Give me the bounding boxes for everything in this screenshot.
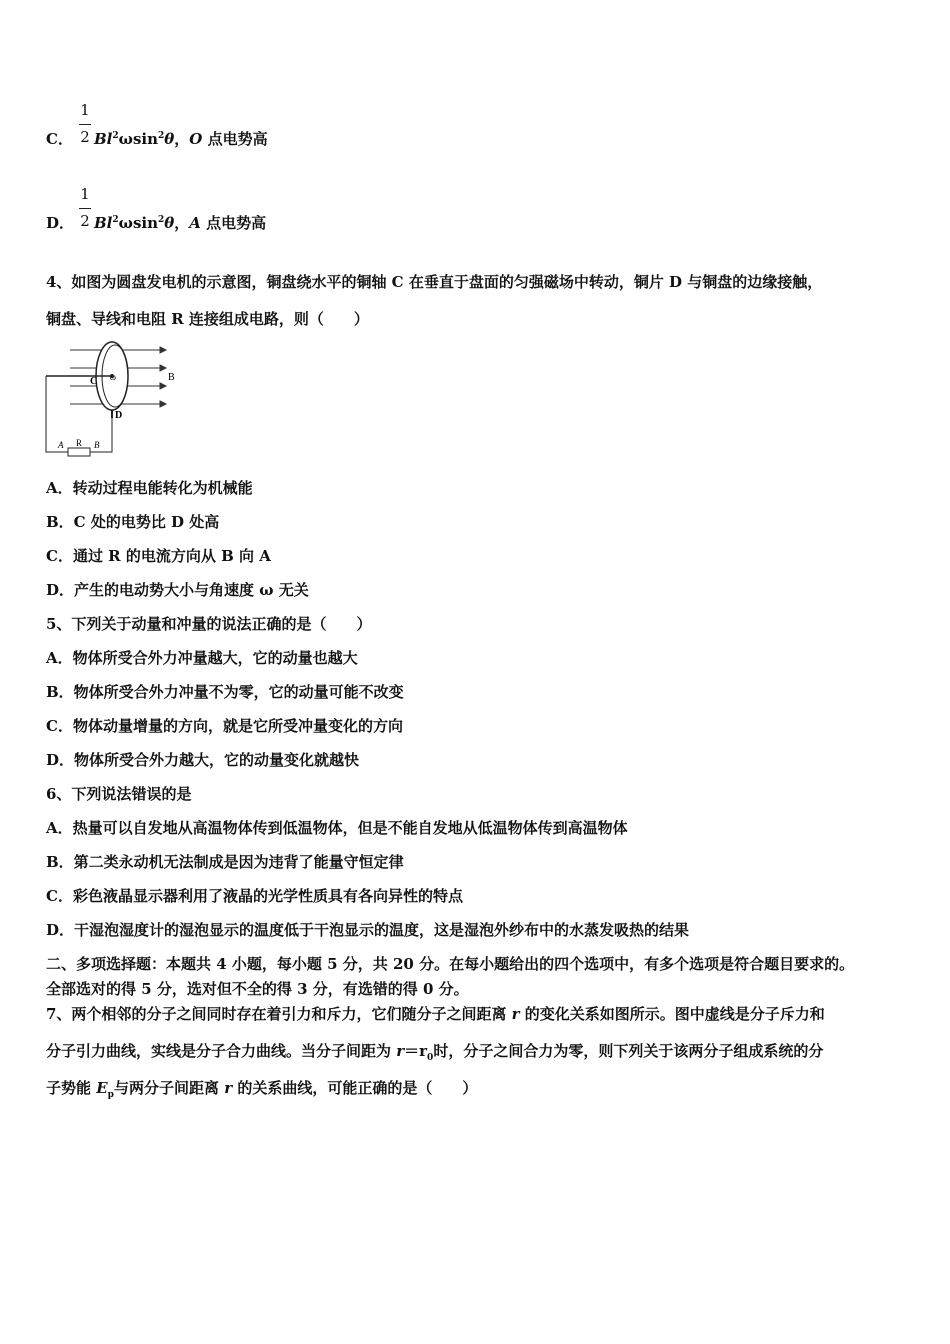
- disk-generator-figure: [40, 338, 190, 462]
- q4-stem-line2: 铜盘、导线和电阻 R 连接组成电路，则（ ）: [46, 310, 369, 328]
- fraction-bar: [79, 208, 91, 209]
- label-omega: ω: [110, 372, 116, 382]
- q6-stem: 6、下列说法错误的是: [46, 785, 192, 803]
- label-a: A: [58, 440, 64, 450]
- label-b-field: B: [168, 372, 175, 383]
- q6-option-d: D．干湿泡湿度计的湿泡显示的温度低于干泡显示的温度，这是湿泡外纱布中的水蒸发吸热的结果: [46, 921, 690, 939]
- q5-option-c: C．物体动量增量的方向，就是它所受冲量变化的方向: [46, 717, 403, 735]
- fraction-bar: [79, 124, 91, 125]
- q4-option-c: C．通过 R 的电流方向从 B 向 A: [46, 547, 271, 565]
- q5-option-b: B．物体所受合外力冲量不为零，它的动量可能不改变: [46, 683, 404, 701]
- q6-option-c: C．彩色液晶显示器利用了液晶的光学性质具有各向异性的特点: [46, 887, 463, 905]
- option-expression: Bl$^2$ωsin$^2$θ，A 点电势高: [94, 214, 267, 232]
- label-r: R: [76, 438, 83, 448]
- fraction-numerator: 1: [80, 101, 90, 119]
- q4-option-b: B．C 处的电势比 D 处高: [46, 513, 220, 531]
- fraction-numerator: 1: [80, 185, 90, 203]
- option-letter: D．: [46, 214, 75, 232]
- q4-stem-line1: 4、如图为圆盘发电机的示意图，铜盘绕水平的铜轴 C 在垂直于盘面的匀强磁场中转动，铜片 D 与铜盘的边缘接触，: [46, 273, 823, 291]
- option-expression: Bl$^2$ωsin$^2$θ，O 点电势高: [94, 130, 268, 148]
- q5-option-a: A．物体所受合外力冲量越大，它的动量也越大: [46, 649, 358, 667]
- option-letter: C．: [46, 130, 73, 148]
- q5-stem: 5、下列关于动量和冲量的说法正确的是（ ）: [46, 615, 372, 633]
- section2-line1: 二、多项选择题：本题共 4 小题，每小题 5 分，共 20 分。在每小题给出的四个选项中，有多个选项是符合题目要求的。: [46, 955, 855, 973]
- q5-option-d: D．物体所受合外力越大，它的动量变化就越快: [46, 751, 360, 769]
- fraction-denominator: 2: [80, 212, 90, 230]
- q7-line2: 分子引力曲线，实线是分子合力曲线。当分子间距为 $r=r_0$时，分子之间合力为零，则下列关于该两分子组成系统的分: [46, 1042, 824, 1063]
- q7-line3: 子势能 $E_p$与两分子间距离 r 的关系曲线，可能正确的是（ ）: [46, 1079, 478, 1100]
- label-b-point: B: [94, 440, 100, 450]
- label-c: C: [90, 376, 98, 387]
- q6-option-b: B．第二类永动机无法制成是因为违背了能量守恒定律: [46, 853, 404, 871]
- label-d: D: [115, 410, 123, 421]
- q6-option-a: A．热量可以自发地从高温物体传到低温物体，但是不能自发地从低温物体传到高温物体: [46, 819, 628, 837]
- q4-option-d: D．产生的电动势大小与角速度 ω 无关: [46, 581, 309, 599]
- q7-line1: 7、两个相邻的分子之间同时存在着引力和斥力，它们随分子之间距离 r 的变化关系如图所示。图中虚线是分子斥力和: [46, 1005, 825, 1023]
- fraction-denominator: 2: [80, 128, 90, 146]
- q4-option-a: A．转动过程电能转化为机械能: [46, 479, 253, 497]
- section2-line2: 全部选对的得 5 分，选对但不全的得 3 分，有选错的得 0 分。: [46, 980, 469, 998]
